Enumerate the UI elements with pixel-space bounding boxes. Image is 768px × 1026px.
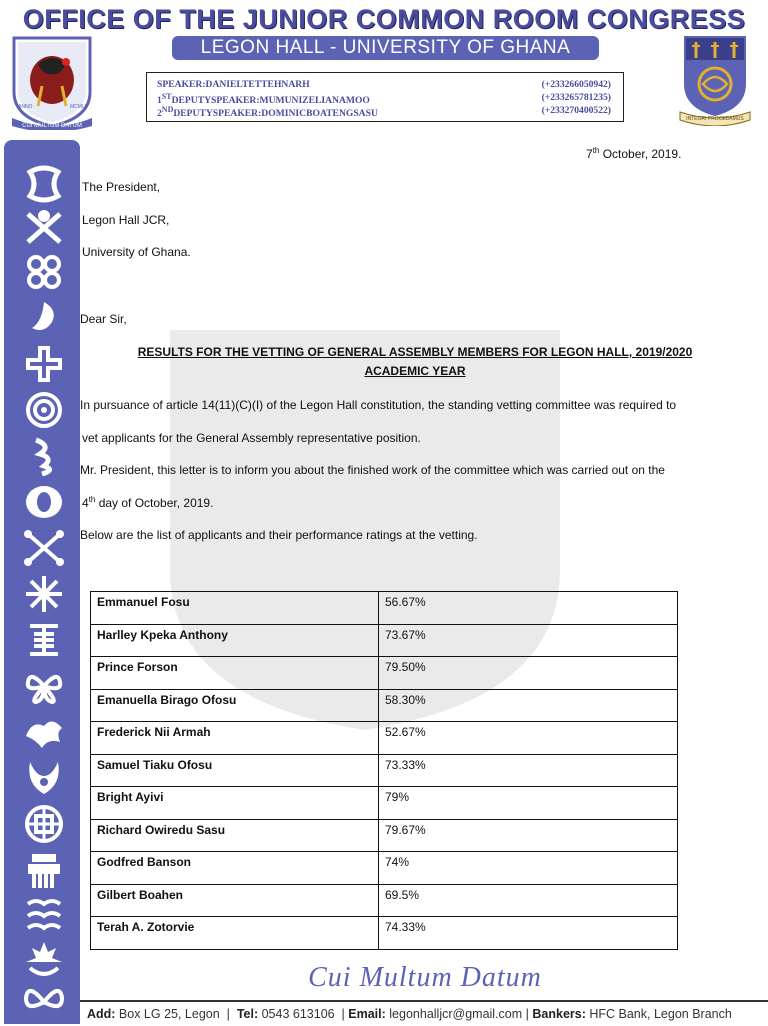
adinkra-symbol-icon bbox=[22, 482, 66, 522]
paragraph-line bbox=[82, 495, 213, 510]
applicant-score: 74% bbox=[379, 852, 678, 885]
applicant-score: 73.33% bbox=[379, 754, 678, 787]
applicant-name: Godfred Banson bbox=[91, 852, 379, 885]
table-row bbox=[91, 884, 678, 917]
adinkra-symbol-icon bbox=[22, 436, 66, 476]
footer-address: Box LG 25, Legon bbox=[118, 1007, 220, 1021]
address-line: The President, bbox=[82, 180, 161, 194]
left-logo-anno: ANNO bbox=[18, 104, 33, 110]
applicant-name: Emanuella Birago Ofosu bbox=[91, 689, 379, 722]
applicant-score: 56.67% bbox=[379, 592, 678, 625]
footer-phone: 0543 613106 bbox=[261, 1007, 335, 1021]
adinkra-symbol-icon bbox=[22, 252, 66, 292]
applicant-score: 58.30% bbox=[379, 689, 678, 722]
applicant-score: 73.67% bbox=[379, 624, 678, 657]
salutation: Dear Sir, bbox=[80, 312, 127, 326]
paragraph-line: Below are the list of applicants and their performance ratings at the vetting. bbox=[80, 528, 478, 542]
applicant-name: Gilbert Boahen bbox=[91, 884, 379, 917]
applicant-name: Bright Ayivi bbox=[91, 787, 379, 820]
applicant-score: 74.33% bbox=[379, 917, 678, 950]
applicant-name: Samuel Tiaku Ofosu bbox=[91, 754, 379, 787]
adinkra-symbol-icon bbox=[22, 208, 66, 248]
adinkra-symbol-icon bbox=[22, 574, 66, 614]
speaker-role: SPEAKER: bbox=[157, 79, 206, 90]
table-row bbox=[91, 787, 678, 820]
adinkra-symbol-icon bbox=[22, 940, 66, 980]
adinkra-symbol-icon bbox=[22, 620, 66, 660]
adinkra-symbol-icon bbox=[22, 164, 66, 204]
speaker-name: DANIELTETTEHNARH bbox=[205, 79, 310, 90]
motto: Cui Multum Datum bbox=[308, 962, 542, 993]
footer-email: legonhalljcr@gmail.com bbox=[389, 1007, 523, 1021]
address-line: Legon Hall JCR, bbox=[82, 213, 170, 227]
date-month-year: October, 2019. bbox=[599, 147, 682, 161]
adinkra-symbol-icon bbox=[22, 850, 66, 890]
adinkra-symbol-icon bbox=[22, 344, 66, 384]
applicant-name: Terah A. Zotorvie bbox=[91, 917, 379, 950]
applicant-name: Emmanuel Fosu bbox=[91, 592, 379, 625]
footer-bankers-label: Bankers: bbox=[532, 1007, 586, 1021]
footer-add-label: Add: bbox=[86, 1007, 116, 1021]
deputy-speaker-row-2 bbox=[157, 105, 617, 119]
date-ordinal: th bbox=[592, 146, 600, 155]
footer-bankers: HFC Bank, Legon Branch bbox=[589, 1007, 732, 1021]
subtitle-bar: LEGON HALL - UNIVERSITY OF GHANA bbox=[172, 36, 599, 60]
table-row bbox=[91, 754, 678, 787]
left-logo-year: MCMLII bbox=[70, 104, 88, 110]
vetting-month-year: day of October, 2019. bbox=[95, 496, 214, 510]
table-row bbox=[91, 592, 678, 625]
adinkra-symbol-icon bbox=[22, 390, 66, 430]
vetting-day: 4 bbox=[82, 496, 89, 510]
adinkra-symbol-icon bbox=[22, 758, 66, 798]
adinkra-sidebar bbox=[4, 140, 80, 1024]
table-row bbox=[91, 689, 678, 722]
deputy-speaker-name: DEPUTYSPEAKER:MUMUNIZELIANAMOO bbox=[171, 95, 370, 107]
speaker-row bbox=[157, 79, 617, 90]
applicant-name: Richard Owiredu Sasu bbox=[91, 819, 379, 852]
table-row bbox=[91, 819, 678, 852]
adinkra-symbol-icon bbox=[22, 804, 66, 844]
paragraph-line: vet applicants for the General Assembly representative position. bbox=[82, 431, 421, 445]
results-table bbox=[90, 591, 678, 950]
deputy-ordinal-suffix: ST bbox=[161, 92, 172, 101]
page-title: OFFICE OF THE JUNIOR COMMON ROOM CONGRESS bbox=[22, 4, 746, 34]
applicant-score: 52.67% bbox=[379, 722, 678, 755]
vetting-day-ordinal: th bbox=[88, 495, 96, 504]
university-crest-logo bbox=[678, 34, 752, 126]
adinkra-symbol-icon bbox=[22, 896, 66, 936]
adinkra-symbol-icon bbox=[22, 982, 66, 1022]
adinkra-symbol-icon bbox=[22, 298, 66, 338]
applicant-name: Frederick Nii Armah bbox=[91, 722, 379, 755]
table-row bbox=[91, 917, 678, 950]
paragraph-line: Mr. President, this letter is to inform you about the finished work of the committee which was carried out on the bbox=[80, 463, 665, 477]
deputy-speaker-phone: (+233265781235) bbox=[541, 92, 611, 103]
deputy-ordinal-number: 1 bbox=[157, 95, 162, 107]
table-row bbox=[91, 722, 678, 755]
footer-email-label: Email: bbox=[348, 1007, 386, 1021]
paragraph-line: In pursuance of article 14(11)(C)(I) of the Legon Hall constitution, the standing vetting committee was required to bbox=[80, 398, 677, 412]
applicant-score: 79% bbox=[379, 787, 678, 820]
footer-contact-bar: Add: Box LG 25, Legon | Tel: 0543 613106 | Email: legonhalljcr@gmail.com | Bankers: HFC Bank, Legon Branch bbox=[80, 1000, 768, 1026]
adinkra-symbol-icon bbox=[22, 712, 66, 752]
applicant-name: Prince Forson bbox=[91, 657, 379, 690]
table-row bbox=[91, 624, 678, 657]
adinkra-symbol-icon bbox=[22, 528, 66, 568]
applicant-score: 79.50% bbox=[379, 657, 678, 690]
applicant-score: 79.67% bbox=[379, 819, 678, 852]
right-logo-motto: INTEGRI PROCEDAMUS bbox=[686, 116, 744, 122]
table-row bbox=[91, 657, 678, 690]
deputy-ordinal-suffix: ND bbox=[161, 105, 174, 114]
date-day: 7 bbox=[586, 147, 593, 161]
deputy-ordinal-number: 2 bbox=[157, 108, 162, 120]
adinkra-symbol-icon bbox=[22, 666, 66, 706]
letter-date bbox=[586, 146, 681, 161]
deputy-speaker-phone: (+233270400522) bbox=[541, 105, 611, 116]
applicant-score: 69.5% bbox=[379, 884, 678, 917]
footer-tel-label: Tel: bbox=[236, 1007, 259, 1021]
legon-hall-crest-logo bbox=[8, 34, 96, 130]
speaker-phone: (+233266050942) bbox=[541, 79, 611, 90]
letter-subject: RESULTS FOR THE VETTING OF GENERAL ASSEMBLY MEMBERS FOR LEGON HALL, 2019/2020 ACADEMIC YEAR bbox=[137, 345, 693, 378]
deputy-speaker-name: DEPUTYSPEAKER:DOMINICBOATENGSASU bbox=[173, 108, 378, 120]
table-row bbox=[91, 852, 678, 885]
left-logo-motto: CUI MULTUM DATUM bbox=[22, 123, 82, 129]
speakers-box bbox=[146, 72, 624, 122]
applicant-name: Harlley Kpeka Anthony bbox=[91, 624, 379, 657]
address-line: University of Ghana. bbox=[82, 245, 191, 259]
